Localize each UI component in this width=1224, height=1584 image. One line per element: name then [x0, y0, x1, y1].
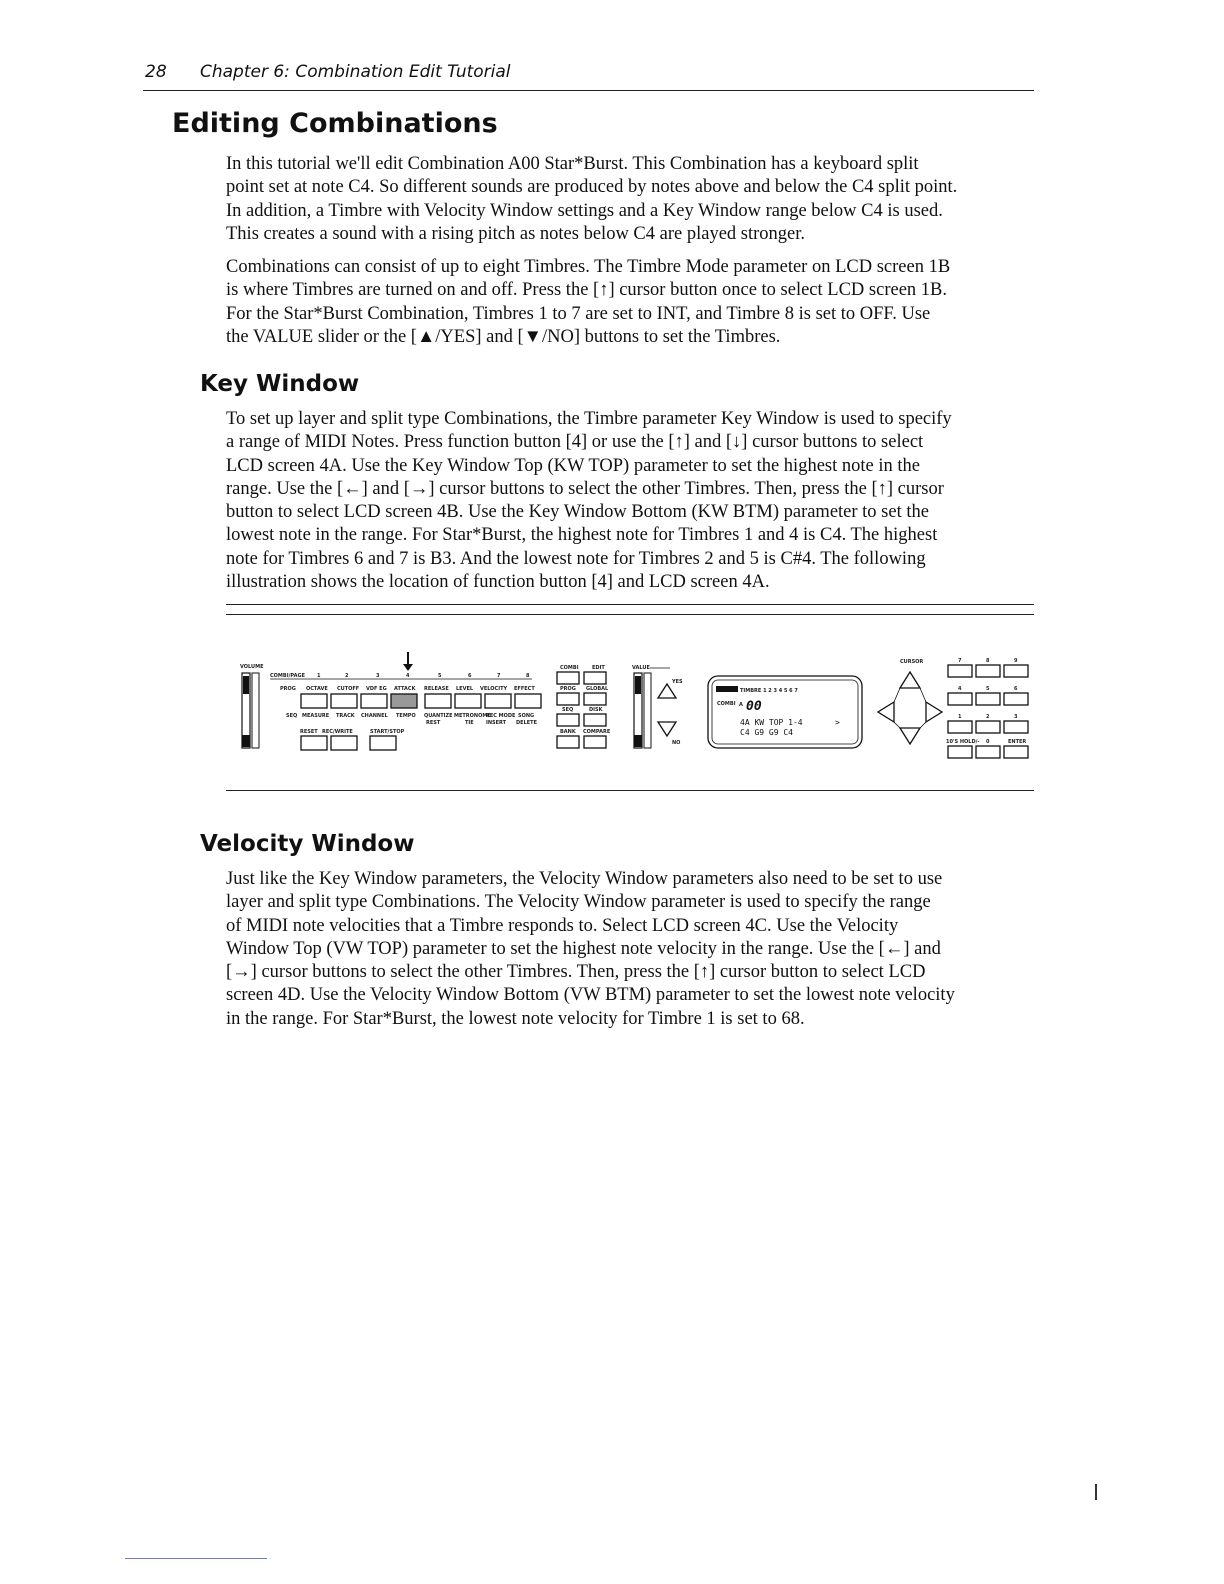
paragraph-editing-2: [226, 256, 1038, 349]
seq-label: TEMPO: [396, 713, 416, 719]
function-label: VDF EG: [366, 686, 387, 692]
paragraph-velocity-window: [226, 868, 1038, 1031]
edit-button[interactable]: [584, 672, 606, 684]
disk-button[interactable]: [584, 714, 606, 726]
keypad-label: 2: [986, 714, 990, 720]
value-slider-knob[interactable]: [635, 676, 641, 694]
lcd-line-1: 4A KW TOP 1-4: [740, 718, 803, 727]
cursor-left-button-icon[interactable]: [878, 702, 894, 722]
seq-label: SONG: [518, 713, 535, 719]
pointer-arrow-head-icon: [403, 664, 413, 671]
page-number-label: 3: [376, 673, 380, 679]
seq-sub-label: REST: [426, 720, 441, 726]
text-line: layer and split type Combinations. The Velocity Window parameter is used to specify the range: [226, 892, 931, 913]
page-number-label: 7: [497, 673, 501, 679]
text-line: lowest note in the range. For Star*Burst, the highest note for Timbres 1 and 4 is C4. The highest: [226, 525, 938, 546]
keypad-6-button[interactable]: [1004, 693, 1028, 705]
function-button-1[interactable]: [301, 694, 327, 708]
divider: [226, 604, 1034, 605]
function-label: OCTAVE: [306, 686, 328, 692]
seq-label: TRACK: [336, 713, 355, 719]
text-line: illustration shows the location of function button [4] and LCD screen 4A.: [226, 572, 770, 593]
keypad-label: 9: [1014, 658, 1018, 664]
page-number-label: 6: [468, 673, 472, 679]
yes-up-button-icon[interactable]: [658, 684, 676, 698]
combi-button[interactable]: [557, 672, 579, 684]
text-line: of MIDI note velocities that a Timbre responds to. Select LCD screen 4C. Use the Velocity: [226, 915, 899, 936]
edit-label: EDIT: [592, 665, 605, 671]
seq-sub-label: DELETE: [516, 720, 537, 726]
function-button-7[interactable]: [485, 694, 511, 708]
function-label: PROG: [280, 686, 296, 692]
cursor-right-button-icon[interactable]: [926, 702, 942, 722]
footer-rule: [125, 1558, 267, 1559]
no-label: NO: [672, 740, 681, 746]
seq-sub-label: TIE: [465, 720, 474, 726]
keypad-2-button[interactable]: [976, 721, 1000, 733]
cursor-frame: [894, 688, 926, 728]
divider: [226, 790, 1034, 791]
keypad-3-button[interactable]: [1004, 721, 1028, 733]
volume-label: VOLUME: [240, 664, 264, 670]
keypad-8-button[interactable]: [976, 665, 1000, 677]
text-line: To set up layer and split type Combinations, the Timbre parameter Key Window is used to specify: [226, 409, 952, 429]
paragraph-key-window: [226, 408, 1038, 594]
enter-label: ENTER: [1008, 739, 1027, 745]
page-number-label: 4: [406, 673, 410, 679]
seq-label: MEASURE: [302, 713, 330, 719]
function-button-3[interactable]: [361, 694, 387, 708]
seq-sub-label: INSERT: [486, 720, 507, 726]
front-panel-illustration: [230, 640, 1040, 760]
global-label: GLOBAL: [586, 686, 609, 692]
start-stop-button[interactable]: [370, 736, 396, 750]
keypad-label: 6: [1014, 686, 1018, 692]
text-line: [→] cursor buttons to select the other Timbres. Then, press the [↑] cursor button to select LCD: [226, 962, 926, 983]
page-number-label: 1: [317, 673, 321, 679]
seq-label: SEQ: [286, 713, 298, 719]
prog-button[interactable]: [557, 693, 579, 705]
combi-page-label: COMBI/PAGE: [270, 673, 305, 679]
lcd-arrow: >: [835, 718, 840, 727]
seq-label: SEQ: [562, 707, 574, 713]
seq-button[interactable]: [557, 714, 579, 726]
text-line: For the Star*Burst Combination, Timbres 1 to 7 are set to INT, and Timbre 8 is set to OFF. Use: [226, 303, 931, 324]
chapter-title: Chapter 6: Combination Edit Tutorial: [200, 62, 511, 82]
section-title-velocity-window: Velocity Window: [200, 831, 415, 857]
text-line: a range of MIDI Notes. Press function button [4] or use the [↑] and [↓] cursor buttons to select: [226, 432, 924, 453]
cursor-down-button-icon[interactable]: [900, 728, 920, 744]
rec-write-button[interactable]: [331, 736, 357, 750]
hold-label: 10'S HOLD/-: [946, 739, 980, 745]
volume-slider-base: [242, 735, 250, 747]
keypad-label: 1: [958, 714, 962, 720]
seq-label: CHANNEL: [361, 713, 388, 719]
text-line: button to select LCD screen 4B. Use the Key Window Bottom (KW BTM) parameter to set the: [226, 502, 929, 523]
text-line: screen 4D. Use the Velocity Window Bottom (VW BTM) parameter to set the lowest note velocity: [226, 985, 955, 1006]
page-number-label: 8: [526, 673, 530, 679]
reset-button[interactable]: [301, 736, 327, 750]
seq-label: REC MODE: [486, 713, 516, 719]
section-title-editing: Editing Combinations: [172, 108, 498, 139]
section-title-key-window: Key Window: [200, 371, 360, 397]
keypad-0-button[interactable]: [976, 746, 1000, 758]
enter-button[interactable]: [1004, 746, 1028, 758]
function-label: LEVEL: [456, 686, 474, 692]
function-label: EFFECT: [514, 686, 535, 692]
keypad-label: 5: [986, 686, 990, 692]
reset-label: RESET: [300, 729, 318, 735]
page-number: 28: [145, 62, 167, 82]
volume-slider-frame: [252, 673, 259, 748]
text-line: is where Timbres are turned on and off. Press the [↑] cursor button once to select LCD screen 1B.: [226, 280, 947, 301]
seq-label: QUANTIZE: [424, 713, 453, 719]
bank-label: BANK: [560, 729, 576, 735]
value-slider-base: [634, 735, 642, 747]
lcd-program-number: 00: [746, 699, 762, 714]
combi-label: COMBI: [560, 665, 579, 671]
value-slider-frame: [644, 673, 651, 748]
page-header: [143, 60, 1034, 91]
global-button[interactable]: [584, 693, 606, 705]
function-button-4[interactable]: [391, 694, 417, 708]
page-number-label: 2: [345, 673, 349, 679]
page-number-label: 5: [438, 673, 442, 679]
lcd-bank: A: [739, 702, 743, 708]
compare-label: COMPARE: [583, 729, 611, 735]
text-line: LCD screen 4A. Use the Key Window Top (KW TOP) parameter to set the highest note in the: [226, 455, 920, 476]
yes-label: YES: [672, 679, 683, 685]
keypad-5-button[interactable]: [976, 693, 1000, 705]
keypad-label: 4: [958, 686, 962, 692]
keypad-9-button[interactable]: [1004, 665, 1028, 677]
text-line: Just like the Key Window parameters, the Velocity Window parameters also need to be set to use: [226, 869, 943, 889]
lcd-timbre-row: TIMBRE 1 2 3 4 5 6 7: [740, 688, 798, 694]
text-line: range. Use the [←] and [→] cursor buttons to select the other Timbres. Then, press the [↑] cursor: [226, 478, 944, 499]
function-button-2[interactable]: [331, 694, 357, 708]
keypad-1-button[interactable]: [948, 721, 972, 733]
text-line: In addition, a Timbre with Velocity Window settings and a Key Window range below C4 is used.: [226, 200, 943, 221]
cursor-label: CURSOR: [900, 659, 924, 665]
function-button-6[interactable]: [455, 694, 481, 708]
lcd-combi-label: COMBI: [717, 701, 736, 707]
lcd-highlight: [716, 686, 738, 692]
start-stop-label: START/STOP: [370, 729, 405, 735]
text-line: In this tutorial we'll edit Combination A00 Star*Burst. This Combination has a keyboard split: [226, 154, 919, 174]
function-button-5[interactable]: [425, 694, 451, 708]
prog-label: PROG: [560, 686, 576, 692]
function-label: RELEASE: [424, 686, 449, 692]
rec-write-label: REC/WRITE: [322, 729, 353, 735]
function-label: VELOCITY: [480, 686, 508, 692]
value-label: VALUE: [632, 665, 650, 671]
text-line: Combinations can consist of up to eight Timbres. The Timbre Mode parameter on LCD screen 1B: [226, 257, 951, 277]
no-down-button-icon[interactable]: [658, 722, 676, 736]
text-line: This creates a sound with a rising pitch as notes below C4 are played stronger.: [226, 223, 806, 244]
text-line: in the range. For Star*Burst, the lowest note velocity for Timbre 1 is set to 68.: [226, 1008, 805, 1029]
text-line: point set at note C4. So different sounds are produced by notes above and below the C4 split point.: [226, 177, 958, 198]
text-line: Window Top (VW TOP) parameter to set the highest note velocity in the range. Use the [←] and: [226, 938, 941, 959]
function-button-8[interactable]: [515, 694, 541, 708]
keypad-label: 7: [958, 658, 962, 664]
keypad-4-button[interactable]: [948, 693, 972, 705]
volume-slider-knob[interactable]: [243, 676, 249, 694]
keypad-label: 0: [986, 739, 990, 745]
disk-label: DISK: [589, 707, 603, 713]
margin-mark: [1095, 1484, 1097, 1500]
hold-button[interactable]: [948, 746, 972, 758]
cursor-up-button-icon[interactable]: [900, 672, 920, 688]
divider: [226, 614, 1034, 615]
compare-button[interactable]: [584, 736, 606, 748]
function-label: ATTACK: [394, 686, 416, 692]
bank-button[interactable]: [557, 736, 579, 748]
lcd-line-2: C4 G9 G9 C4: [740, 728, 793, 737]
text-line: note for Timbres 6 and 7 is B3. And the lowest note for Timbres 2 and 5 is C#4. The following: [226, 548, 926, 569]
function-label: CUTOFF: [337, 686, 360, 692]
text-line: the VALUE slider or the [▲/YES] and [▼/NO] buttons to set the Timbres.: [226, 326, 781, 347]
keypad-7-button[interactable]: [948, 665, 972, 677]
keypad-label: 3: [1014, 714, 1018, 720]
seq-label: METRONOME: [454, 713, 491, 719]
paragraph-editing-1: [226, 153, 1038, 246]
keypad-label: 8: [986, 658, 990, 664]
